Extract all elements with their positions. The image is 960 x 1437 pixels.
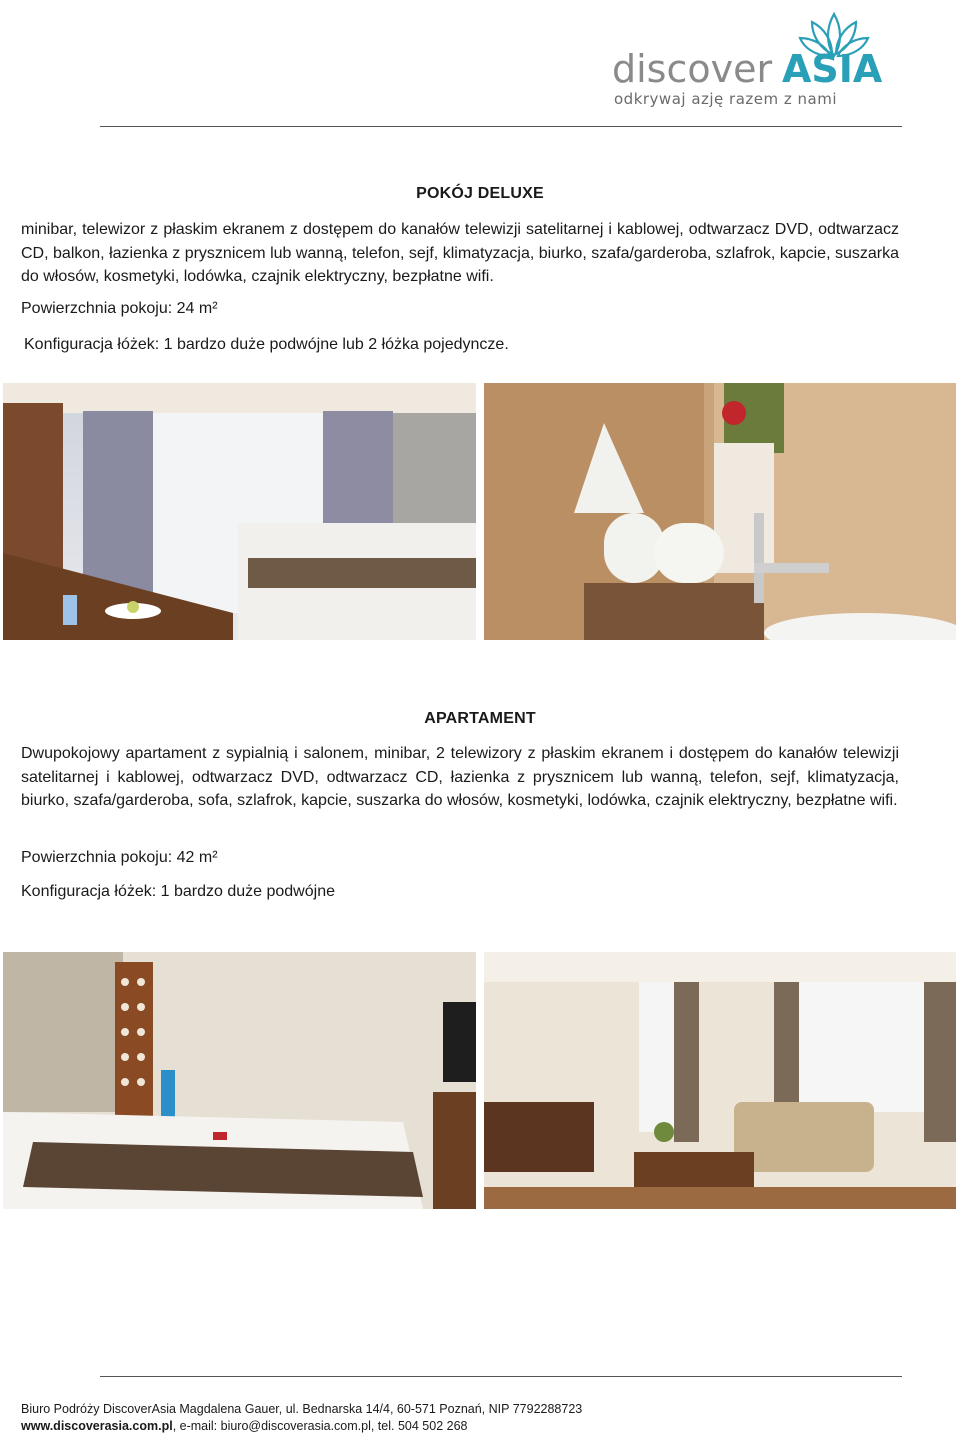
deluxe-bedroom-photo	[3, 383, 476, 640]
discoverasia-logo	[606, 8, 896, 112]
deluxe-description: minibar, telewizor z płaskim ekranem z dostępem do kanałów telewizji satelitarnej i kablowej, odtwarzacz DVD, odtwarzacz CD, balkon, łazienka z prysznicem lub wanną, telefon, sejf, klimatyzacja, biurko, szafa/garderoba, szlafrok, kapcie, suszarka do włosów, kosmetyki, lodówka, czajnik elektryczny, bezpłatne wifi.	[21, 221, 899, 285]
deluxe-area: Powierzchnia pokoju: 24 m²	[21, 300, 218, 317]
logo-discover: discover	[612, 47, 773, 91]
deluxe-bathroom-photo	[484, 383, 956, 640]
apartment-description: Dwupokojowy apartament z sypialnią i salonem, minibar, 2 telewizory z płaskim ekranem i dostępem do kanałów telewizji satelitarnej i kablowej, odtwarzacz DVD, odtwarzacz CD, łazienka z prysznicem lub wanną, telefon, sejf, klimatyzacja, biurko, szafa/garderoba, sofa, szlafrok, kapcie, suszarka do włosów, kosmetyki, lodówka, czajnik elektryczny, bezpłatne wifi.	[21, 745, 899, 809]
apartment-title: APARTAMENT	[424, 710, 536, 727]
logo-tagline: odkrywaj azję razem z nami	[614, 90, 838, 108]
deluxe-title: POKÓJ DELUXE	[416, 185, 544, 202]
footer-website-link[interactable]: www.discoverasia.com.pl	[21, 1419, 173, 1433]
apartment-area: Powierzchnia pokoju: 42 m²	[21, 849, 218, 866]
apartment-living-room-photo	[484, 952, 956, 1209]
deluxe-beds: Konfiguracja łóżek: 1 bardzo duże podwójne lub 2 łóżka pojedyncze.	[24, 336, 509, 353]
header-divider	[100, 126, 902, 127]
logo-asia: ASIA	[782, 47, 883, 91]
footer-contact-details: , e-mail: biuro@discoverasia.com.pl, tel. 504 502 268	[172, 1419, 468, 1433]
apartment-bedroom-photo	[3, 952, 476, 1209]
apartment-beds: Konfiguracja łóżek: 1 bardzo duże podwójne	[21, 883, 335, 900]
footer-contact	[21, 1419, 467, 1433]
footer-address: Biuro Podróży DiscoverAsia Magdalena Gauer, ul. Bednarska 14/4, 60-571 Poznań, NIP 7792288723	[21, 1402, 583, 1416]
footer-divider	[100, 1376, 902, 1377]
